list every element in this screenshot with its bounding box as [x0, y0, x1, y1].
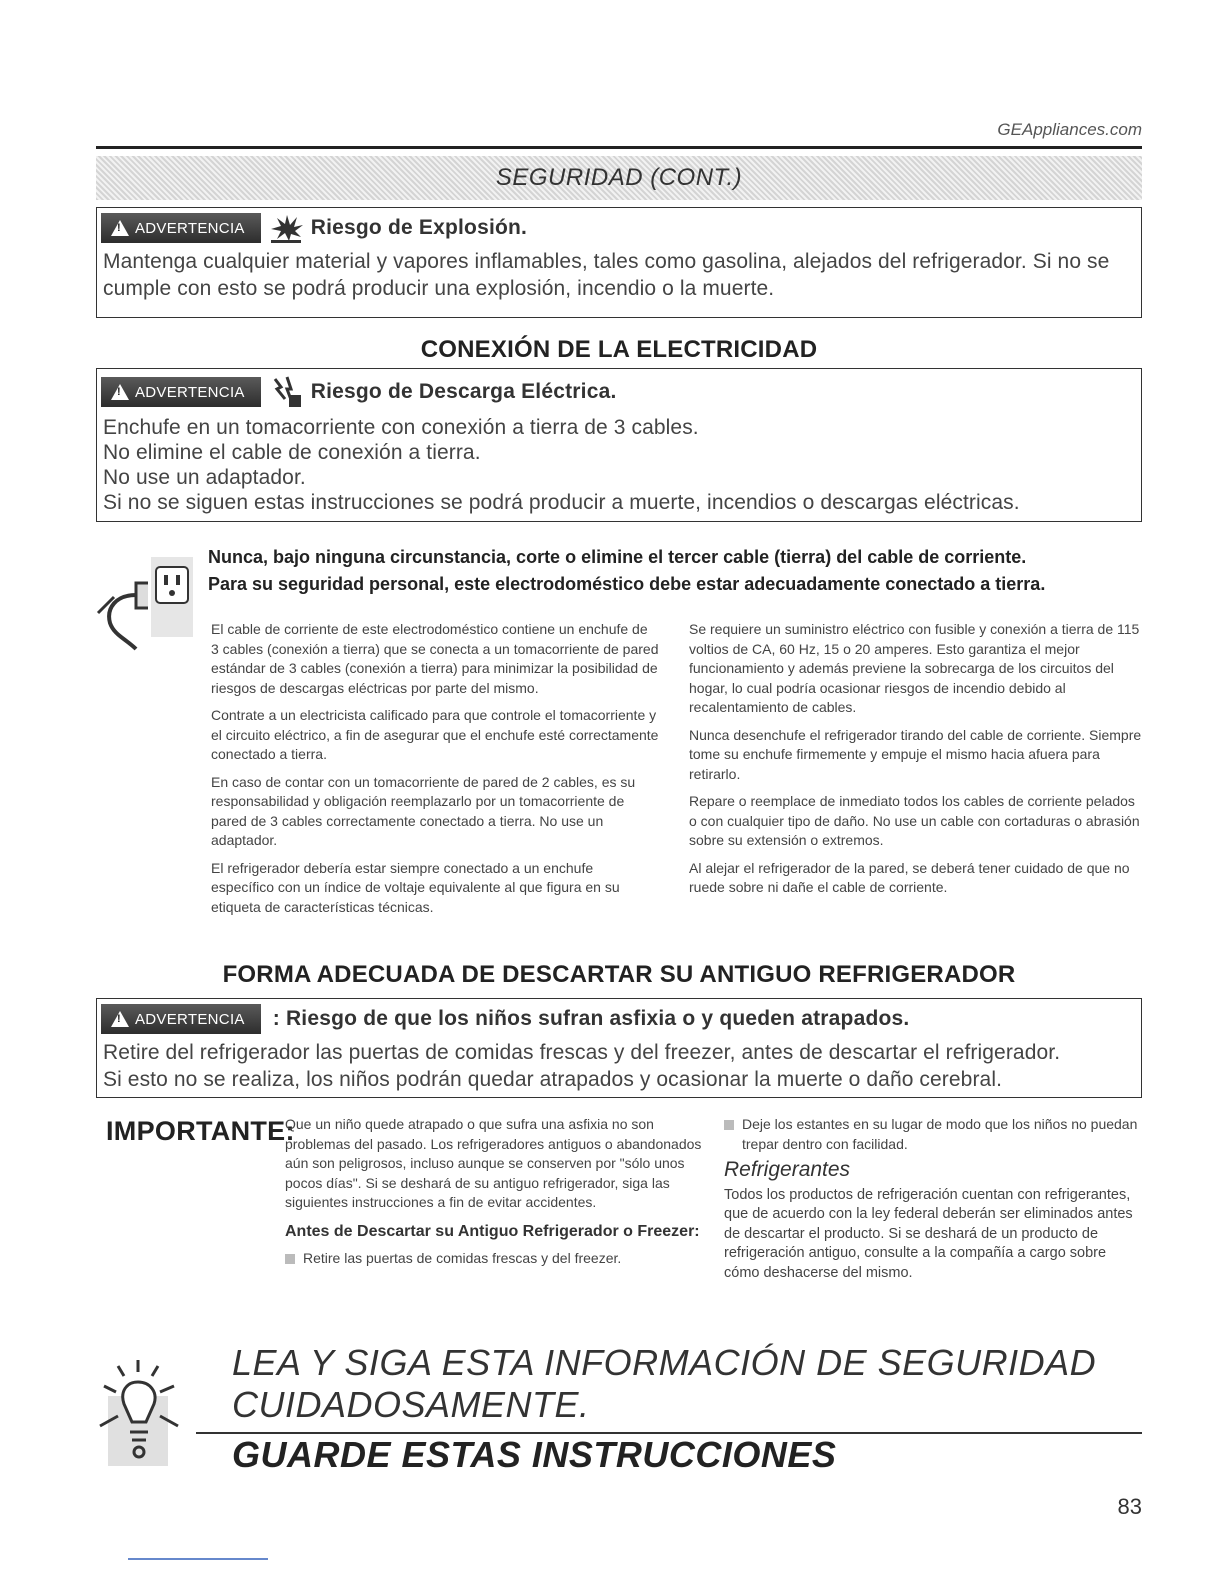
bullet-icon — [285, 1254, 295, 1264]
paragraph: En caso de contar con un tomacorriente de pared de 2 cables, es su responsabilidad y obligación reemplazarlo por un tomacorriente de pared de 3 cables correctamente conectado a tierra. No use un adaptador. — [211, 773, 636, 848]
child-body — [97, 1039, 1141, 1099]
child-title: : Riesgo de que los niños sufran asfixia o y queden atrapados. — [272, 1007, 910, 1030]
shock-body — [97, 415, 1141, 521]
shock-line: No elimine el cable de conexión a tierra. — [103, 441, 481, 464]
grounding-warning-text — [208, 544, 1148, 598]
shock-warning-header — [97, 369, 1141, 415]
shock-line: Enchufe en un tomacorriente con conexión a tierra de 3 cables. — [103, 416, 699, 439]
warning-badge-label: ADVERTENCIA — [135, 383, 245, 401]
bullet-icon — [724, 1120, 734, 1130]
importante-right-column — [724, 1115, 1144, 1291]
child-line: Retire del refrigerador las puertas de comidas frescas y del freezer, antes de descartar el refrigerador. — [103, 1041, 1061, 1064]
grounding-line: Para su seguridad personal, este electrodoméstico debe estar adecuadamente conectado a tierra. — [208, 574, 1046, 594]
warning-badge-label: ADVERTENCIA — [135, 219, 245, 237]
explosion-warning-box — [96, 207, 1142, 318]
top-rule — [96, 146, 1142, 149]
shock-warning-box — [96, 368, 1142, 522]
bullet-text: Retire las puertas de comidas frescas y del freezer. — [303, 1249, 622, 1266]
grounded-plug-icon — [96, 553, 196, 653]
child-warning-box — [96, 998, 1142, 1098]
explosion-icon — [267, 211, 307, 245]
paragraph: El cable de corriente de este electrodoméstico contiene un enchufe de 3 cables (conexión a tierra) que se conecta a un tomacorriente de pared estándar de 3 cables (conexión a tierra) para minimizar la posibilidad de riesgos de descargas eléctricas por parte del mismo. — [211, 621, 659, 696]
section-banner: SEGURIDAD (CONT.) — [96, 156, 1142, 200]
shock-line: Si no se siguen estas instrucciones se podrá producir a muerte, incendios o descargas eléctricas. — [103, 491, 1020, 514]
lightbulb-icon — [90, 1356, 210, 1466]
paragraph: Nunca desenchufe el refrigerador tirando del cable de corriente. Siempre tome su enchufe firmemente y empuje el mismo hacia afuera para retirarlo. — [689, 726, 1142, 782]
electric-left-column — [211, 620, 659, 925]
warning-badge — [101, 377, 261, 407]
warning-badge — [101, 1004, 261, 1034]
paragraph: Contrate a un electricista calificado para que controle el tomacorriente y el circuito eléctrico, a fin de asegurar que el enchufe esté correctamente conectado a tierra. — [211, 707, 659, 762]
explosion-body: Mantenga cualquier material y vapores inflamables, tales como gasolina, alejados del refrigerador. Si no se cumple con esto se podrá producir una explosión, incendio o la muerte. — [103, 250, 1110, 300]
footer-line — [128, 1558, 268, 1560]
explosion-title: Riesgo de Explosión. — [310, 216, 528, 239]
paragraph: Repare o reemplace de inmediato todos los cables de corriente pelados o con cualquier tipo de daño. No use un cable con cortaduras o abrasión sobre su extensión o extremos. — [689, 793, 1140, 848]
save-instructions-text: GUARDE ESTAS INSTRUCCIONES — [232, 1434, 837, 1475]
electric-right-column — [689, 620, 1143, 906]
paragraph: Al alejar el refrigerador de la pared, se deberá tener cuidado de que no ruede sobre ni dañe el cable de corriente. — [689, 859, 1130, 895]
warning-badge — [101, 213, 261, 243]
explosion-warning-header — [97, 208, 1141, 248]
importante-label: IMPORTANTE: — [106, 1116, 295, 1146]
paragraph: Se requiere un suministro eléctrico con fusible y conexión a tierra de 115 voltios de CA, 60 Hz, 15 o 20 amperes. Esto garantiza el mejor funcionamiento y además previene la sobrecarga de los circuitos del hogar, lo cual podría ocasionar riesgos de incendio debido al recalentamiento de cables. — [689, 621, 1140, 715]
child-warning-header — [97, 999, 1141, 1039]
lea-line: LEA Y SIGA ESTA INFORMACIÓN DE SEGURIDAD — [232, 1342, 1097, 1383]
warning-badge-label: ADVERTENCIA — [135, 1010, 245, 1028]
shelves-bullet — [724, 1115, 1144, 1154]
site-url: GEAppliances.com — [997, 120, 1142, 139]
page-number: 83 — [1117, 1494, 1142, 1519]
importante-left-column — [285, 1115, 705, 1268]
before-disposal-bullet — [285, 1249, 705, 1269]
refrigerants-title: Refrigerantes — [724, 1158, 851, 1181]
paragraph: El refrigerador debería estar siempre conectado a un enchufe específico con un índice de voltaje equivalente al que figura en su etiqueta de características técnicas. — [211, 859, 620, 915]
shock-line: No use un adaptador. — [103, 466, 306, 489]
importante-text: Que un niño quede atrapado o que sufra una asfixia no son problemas del pasado. Los refrigeradores antiguos o abandonados aún son peligrosos, incluso aunque se conserven por "sólo unos pocos días". Si se deshará de su antiguo refrigerador, siga las siguientes instrucciones a fin de evitar accidentes. — [285, 1116, 702, 1210]
refrigerants-text: Todos los productos de refrigeración cuentan con refrigerantes, que de acuerdo con la ley federal deberán ser eliminados antes de descartar el producto. Si se deshará de un producto de refrigeración antiguo, consulte a la compañía a cargo sobre cómo deshacerse del mismo. — [724, 1186, 1133, 1281]
disposal-heading: FORMA ADECUADA DE DESCARTAR SU ANTIGUO REFRIGERADOR — [222, 961, 1016, 988]
warning-triangle-icon — [111, 1011, 129, 1027]
before-disposal-title: Antes de Descartar su Antiguo Refrigerador o Freezer: — [285, 1222, 700, 1240]
electric-shock-icon — [267, 375, 307, 409]
electric-heading: CONEXIÓN DE LA ELECTRICIDAD — [420, 336, 818, 363]
lea-line: CUIDADOSAMENTE. — [232, 1384, 590, 1425]
shock-title: Riesgo de Descarga Eléctrica. — [310, 380, 617, 403]
warning-triangle-icon — [111, 220, 129, 236]
child-line: Si esto no se realiza, los niños podrán quedar atrapados y ocasionar la muerte o daño cerebral. — [103, 1068, 1003, 1091]
bullet-text: Deje los estantes en su lugar de modo que los niños no puedan trepar dentro con facilidad. — [742, 1116, 1138, 1152]
grounding-line: Nunca, bajo ninguna circunstancia, corte o elimine el tercer cable (tierra) del cable de corriente. — [208, 547, 1027, 567]
read-follow-safety-text — [232, 1342, 1096, 1426]
warning-triangle-icon — [111, 384, 129, 400]
